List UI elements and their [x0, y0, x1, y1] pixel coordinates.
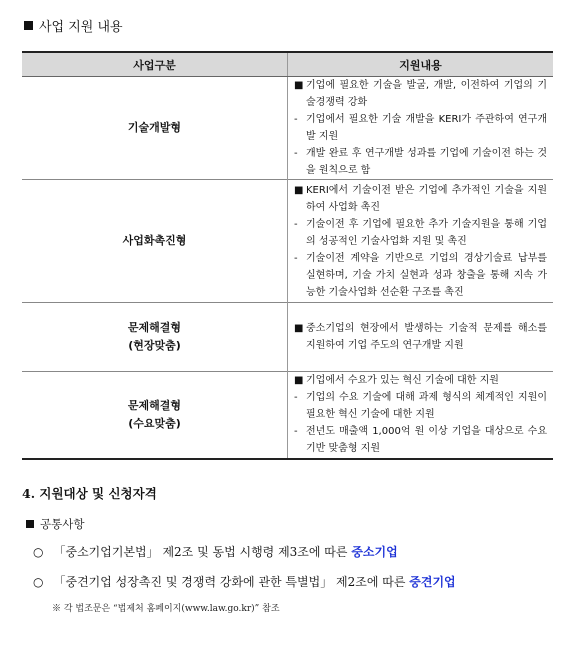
section4-title: 4. 지원대상 및 신청자격: [22, 486, 157, 501]
category-line: (수요맞춤): [128, 416, 181, 430]
table-header-row: [22, 52, 553, 77]
row-category: [22, 180, 288, 303]
content-line: - 기술이전 계약을 기반으로 기업의 경상기술료 납부를 실현하며, 기술 가치 실현과 성과 창출을 통해 지속 가능한 기술사업화 선순환 구조를 촉진: [294, 252, 547, 298]
content-line: ■ 중소기업의 현장에서 발생하는 기술적 문제를 해소를 지원하여 기업 주도의 연구개발 지원: [294, 323, 547, 351]
row-category: [22, 77, 288, 180]
table-row: [22, 77, 553, 180]
section-title: [24, 16, 123, 35]
category-line: 사업화촉진형: [122, 234, 187, 247]
content-line: - 기업의 수요 기술에 대해 과제 형식의 체계적인 지원이 필요한 혁신 기술에 대한 지원: [294, 392, 547, 421]
content-line: - 기술이전 후 기업에 필요한 추가 기술지원을 통해 기업의 성공적인 기술사업화 지원 및 촉진: [294, 218, 547, 247]
category-line: 문제해결형: [127, 321, 182, 334]
category-line: (현장맞춤): [128, 339, 181, 352]
row-category: [22, 372, 288, 459]
header-content: 지원내용: [288, 52, 554, 77]
circle-bullet-icon: ○: [33, 545, 44, 559]
header-category: 사업구분: [22, 52, 288, 77]
content-line: ■ KERI에서 기술이전 받은 기업에 추가적인 기술을 지원하여 사업화 촉진: [294, 184, 547, 213]
item-text: 「중견기업 성장촉진 및 경쟁력 강화에 관한 특별법」 제2조에 따른: [53, 575, 410, 589]
item-text: 「중소기업기본법」 제2조 및 동법 시행령 제3조에 따른: [53, 545, 352, 559]
content-line: - 기업에서 필요한 기술 개발을 KERI가 주관하여 연구개발 지원: [294, 114, 547, 142]
content-line: ■ 기업에서 수요가 있는 혁신 기술에 대한 지원: [294, 375, 499, 387]
item-highlight: 중견기업: [409, 575, 456, 589]
table-row: [22, 372, 553, 459]
section4-subheading: [26, 516, 84, 532]
eligibility-item: [33, 543, 398, 560]
row-content: [288, 303, 554, 372]
content-line: - 개발 완료 후 연구개발 성과를 기업에 기술이전 하는 것을 원칙으로 함: [294, 148, 547, 176]
row-content: [288, 77, 554, 180]
circle-bullet-icon: ○: [33, 575, 44, 589]
subheading-text: 공통사항: [40, 517, 85, 531]
support-table: [22, 51, 553, 460]
category-line: 문제해결형: [127, 398, 182, 412]
item-highlight: 중소기업: [351, 545, 398, 559]
content-line: ■ 기업에 필요한 기술을 발굴, 개발, 이전하여 기업의 기술경쟁력 강화: [294, 80, 547, 108]
content-line: - 전년도 매출액 1,000억 원 이상 기업을 대상으로 수요 기반 맞춤형 지원: [294, 426, 547, 455]
category-line: 기술개발형: [127, 121, 182, 134]
table-row: [22, 303, 553, 372]
row-content: [288, 180, 554, 303]
square-bullet-icon: [24, 21, 33, 30]
square-bullet-icon: [26, 520, 34, 528]
eligibility-item: [33, 573, 456, 590]
row-category: [22, 303, 288, 372]
section-title-text: 사업 지원 내용: [39, 20, 123, 35]
table-row: [22, 180, 553, 303]
row-content: [288, 372, 554, 459]
law-reference-note: ※ 각 법조문은 “법제처 홈페이지(www.law.go.kr)” 참조: [52, 604, 280, 614]
